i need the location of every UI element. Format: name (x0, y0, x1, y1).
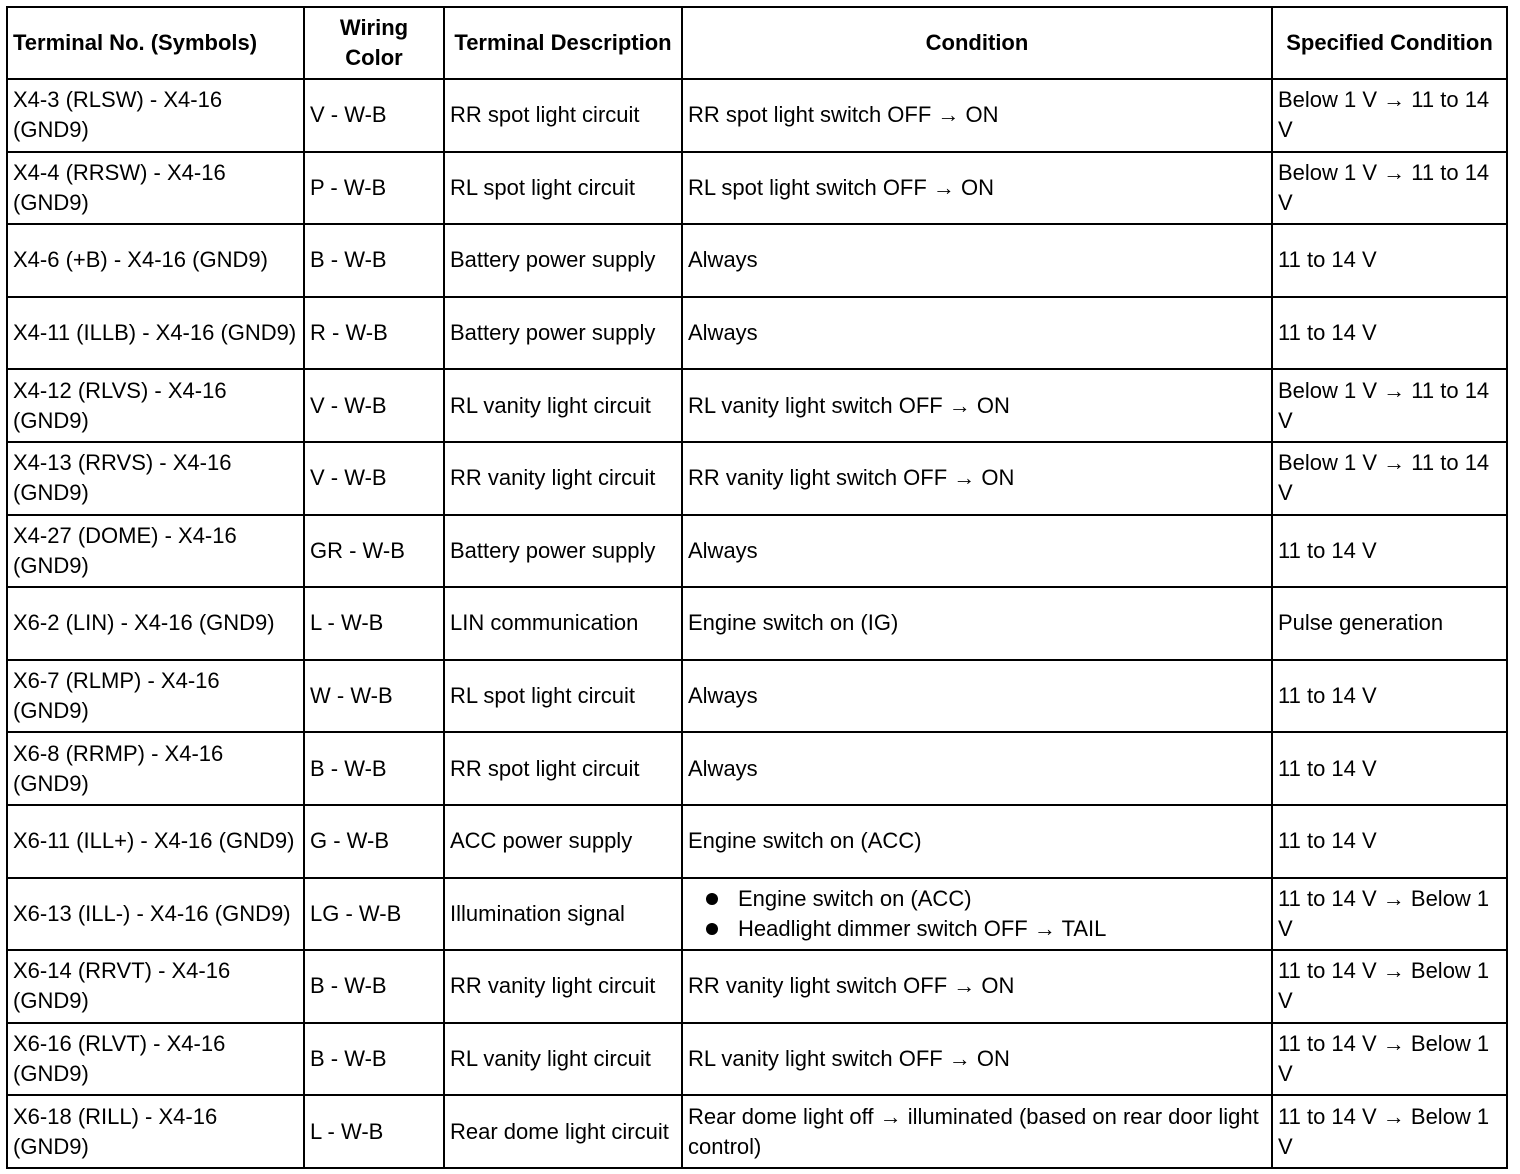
table-row (7, 297, 1507, 370)
description-cell: LIN communication (444, 587, 682, 660)
terminal-spec-table (6, 6, 1508, 1169)
terminal-cell: X6-16 (RLVT) - X4-16 (GND9) (7, 1023, 304, 1096)
table-row (7, 587, 1507, 660)
table-row (7, 1023, 1507, 1096)
condition-cell: RL vanity light switch OFF → ON (682, 1023, 1272, 1096)
condition-cell: Always (682, 224, 1272, 297)
specified-condition-cell: 11 to 14 V → Below 1 V (1272, 950, 1507, 1023)
condition-cell: Rear dome light off → illuminated (based on rear door light control) (682, 1095, 1272, 1168)
wiring-color-cell: W - W-B (304, 660, 444, 733)
description-cell: RR vanity light circuit (444, 442, 682, 515)
wiring-color-cell: V - W-B (304, 79, 444, 152)
description-cell: RR vanity light circuit (444, 950, 682, 1023)
condition-cell: Always (682, 732, 1272, 805)
wiring-color-cell: LG - W-B (304, 878, 444, 951)
condition-cell: RR spot light switch OFF → ON (682, 79, 1272, 152)
wiring-color-cell: R - W-B (304, 297, 444, 370)
wiring-color-cell: V - W-B (304, 442, 444, 515)
description-cell: Battery power supply (444, 515, 682, 588)
condition-cell: RL vanity light switch OFF → ON (682, 369, 1272, 442)
terminal-cell: X4-3 (RLSW) - X4-16 (GND9) (7, 79, 304, 152)
specified-condition-cell: Below 1 V → 11 to 14 V (1272, 442, 1507, 515)
table-row (7, 224, 1507, 297)
table-row (7, 442, 1507, 515)
terminal-cell: X6-2 (LIN) - X4-16 (GND9) (7, 587, 304, 660)
table-body (7, 79, 1507, 1168)
specified-condition-cell: 11 to 14 V (1272, 515, 1507, 588)
wiring-color-cell: L - W-B (304, 1095, 444, 1168)
description-cell: Battery power supply (444, 297, 682, 370)
header-terminal-description: Terminal Description (444, 7, 682, 79)
description-cell: RR spot light circuit (444, 732, 682, 805)
wiring-color-cell: B - W-B (304, 732, 444, 805)
table-row (7, 805, 1507, 878)
specified-condition-cell: 11 to 14 V (1272, 805, 1507, 878)
condition-cell: RL spot light switch OFF → ON (682, 152, 1272, 225)
wiring-color-cell: B - W-B (304, 1023, 444, 1096)
condition-cell: Engine switch on (ACC) (682, 805, 1272, 878)
terminal-cell: X6-11 (ILL+) - X4-16 (GND9) (7, 805, 304, 878)
condition-cell: RR vanity light switch OFF → ON (682, 950, 1272, 1023)
header-row (7, 7, 1507, 79)
header-terminal: Terminal No. (Symbols) (7, 7, 304, 79)
table-row (7, 369, 1507, 442)
terminal-cell: X6-13 (ILL-) - X4-16 (GND9) (7, 878, 304, 951)
condition-cell: Always (682, 660, 1272, 733)
table-row (7, 515, 1507, 588)
wiring-color-cell: B - W-B (304, 224, 444, 297)
wiring-color-cell: G - W-B (304, 805, 444, 878)
description-cell: RL spot light circuit (444, 660, 682, 733)
description-cell: ACC power supply (444, 805, 682, 878)
table-row (7, 732, 1507, 805)
specified-condition-cell: 11 to 14 V (1272, 297, 1507, 370)
wiring-color-cell: V - W-B (304, 369, 444, 442)
specified-condition-cell: Below 1 V → 11 to 14 V (1272, 369, 1507, 442)
condition-cell (682, 878, 1272, 951)
terminal-cell: X6-14 (RRVT) - X4-16 (GND9) (7, 950, 304, 1023)
table-row (7, 878, 1507, 951)
condition-cell: RR vanity light switch OFF → ON (682, 442, 1272, 515)
terminal-cell: X6-8 (RRMP) - X4-16 (GND9) (7, 732, 304, 805)
wiring-color-cell: P - W-B (304, 152, 444, 225)
terminal-cell: X4-11 (ILLB) - X4-16 (GND9) (7, 297, 304, 370)
condition-cell: Always (682, 515, 1272, 588)
terminal-cell: X4-6 (+B) - X4-16 (GND9) (7, 224, 304, 297)
specified-condition-cell: 11 to 14 V (1272, 660, 1507, 733)
condition-cell: Engine switch on (IG) (682, 587, 1272, 660)
description-cell: Battery power supply (444, 224, 682, 297)
description-cell: RL spot light circuit (444, 152, 682, 225)
table-row (7, 1095, 1507, 1168)
specified-condition-cell: Below 1 V → 11 to 14 V (1272, 79, 1507, 152)
specified-condition-cell: 11 to 14 V → Below 1 V (1272, 1023, 1507, 1096)
specified-condition-cell: Pulse generation (1272, 587, 1507, 660)
specified-condition-cell: Below 1 V → 11 to 14 V (1272, 152, 1507, 225)
description-cell: Illumination signal (444, 878, 682, 951)
wiring-color-cell: B - W-B (304, 950, 444, 1023)
condition-cell: Always (682, 297, 1272, 370)
description-cell: RL vanity light circuit (444, 1023, 682, 1096)
terminal-cell: X6-18 (RILL) - X4-16 (GND9) (7, 1095, 304, 1168)
specified-condition-cell: 11 to 14 V (1272, 732, 1507, 805)
header-condition: Condition (682, 7, 1272, 79)
specified-condition-cell: 11 to 14 V → Below 1 V (1272, 878, 1507, 951)
header-specified-condition: Specified Condition (1272, 7, 1507, 79)
description-cell: RL vanity light circuit (444, 369, 682, 442)
terminal-cell: X4-27 (DOME) - X4-16 (GND9) (7, 515, 304, 588)
description-cell: RR spot light circuit (444, 79, 682, 152)
condition-list-item: Engine switch on (ACC) (706, 884, 1266, 914)
specified-condition-cell: 11 to 14 V (1272, 224, 1507, 297)
table-row (7, 79, 1507, 152)
specified-condition-cell: 11 to 14 V → Below 1 V (1272, 1095, 1507, 1168)
table-row (7, 152, 1507, 225)
terminal-cell: X6-7 (RLMP) - X4-16 (GND9) (7, 660, 304, 733)
terminal-cell: X4-4 (RRSW) - X4-16 (GND9) (7, 152, 304, 225)
condition-list (688, 884, 1266, 944)
wiring-color-cell: L - W-B (304, 587, 444, 660)
terminal-cell: X4-13 (RRVS) - X4-16 (GND9) (7, 442, 304, 515)
condition-list-item: Headlight dimmer switch OFF → TAIL (706, 914, 1266, 944)
table-row (7, 660, 1507, 733)
table-row (7, 950, 1507, 1023)
header-wiring-color: Wiring Color (304, 7, 444, 79)
wiring-color-cell: GR - W-B (304, 515, 444, 588)
description-cell: Rear dome light circuit (444, 1095, 682, 1168)
terminal-cell: X4-12 (RLVS) - X4-16 (GND9) (7, 369, 304, 442)
